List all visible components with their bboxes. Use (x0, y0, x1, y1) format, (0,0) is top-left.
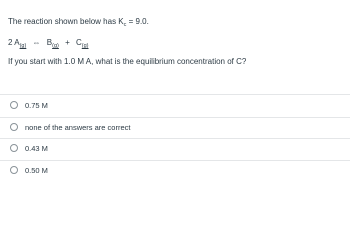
divider (0, 117, 350, 118)
intro-prefix: The reaction shown below has K (8, 17, 124, 26)
question-intro (8, 17, 149, 27)
answer-option-1[interactable] (10, 99, 48, 111)
reactant-a: 2 A (8, 38, 20, 47)
answer-label: 0.50 M (25, 165, 48, 175)
answer-label: 0.75 M (25, 100, 48, 110)
equilibrium-arrow: ⇔ (32, 38, 41, 47)
answer-option-3[interactable] (10, 142, 48, 154)
product-c-state: (g) (81, 43, 89, 49)
radio-button[interactable] (10, 123, 18, 131)
divider (0, 138, 350, 139)
intro-suffix: = 9.0. (126, 17, 149, 26)
reactant-a-state: (g) (19, 43, 27, 49)
radio-button[interactable] (10, 166, 18, 174)
plus-sign: + (65, 38, 70, 47)
divider (0, 94, 350, 95)
answer-label: 0.43 M (25, 143, 48, 153)
question-prompt: If you start with 1.0 M A, what is the equilibrium concentration of C? (8, 57, 247, 66)
product-c: C (76, 38, 82, 47)
answer-label: none of the answers are correct (25, 122, 131, 132)
radio-button[interactable] (10, 144, 18, 152)
divider (0, 160, 350, 161)
reaction-equation (8, 38, 89, 48)
answer-option-4[interactable] (10, 164, 48, 176)
k-subscript: c (123, 22, 127, 28)
product-b: B (46, 38, 53, 47)
product-b-state: (g) (52, 43, 59, 49)
radio-button[interactable] (10, 101, 18, 109)
answer-option-2[interactable] (10, 121, 130, 133)
